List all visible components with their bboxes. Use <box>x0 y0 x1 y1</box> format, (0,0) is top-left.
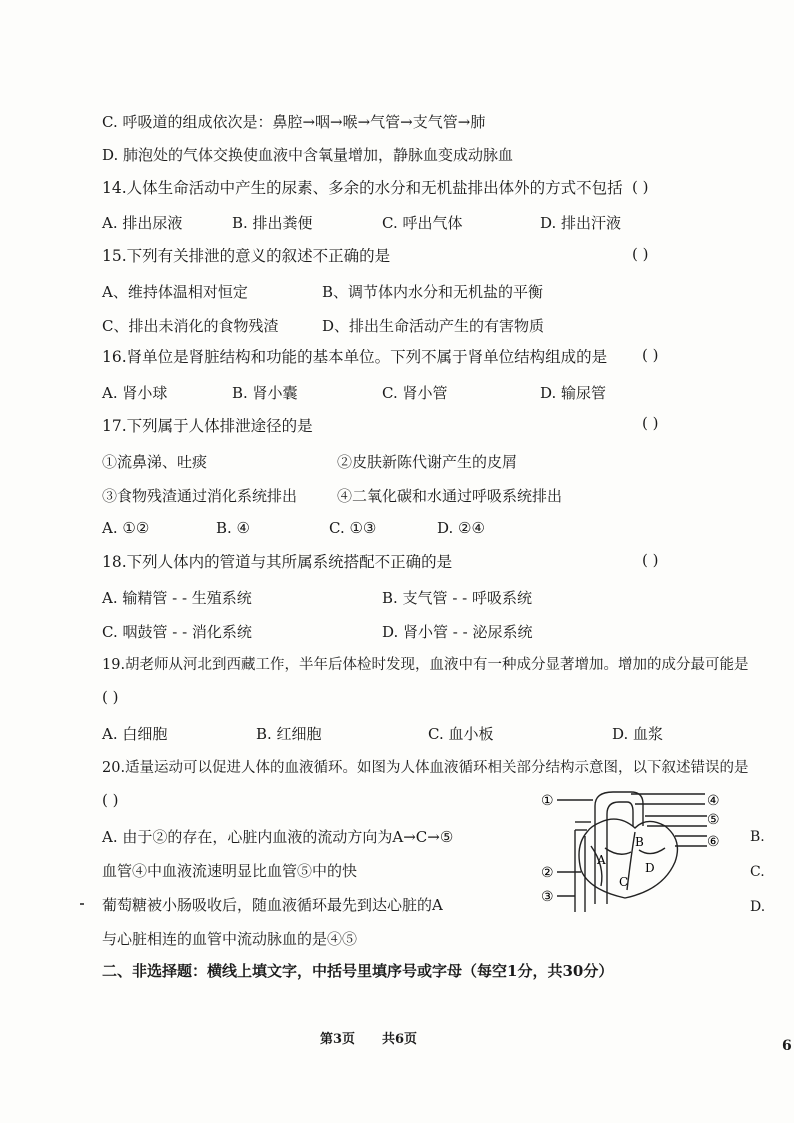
q20-option-c: 葡萄糖被小肠吸收后，随血液循环最先到达心脏的A <box>102 896 443 914</box>
q19-answer-paren: ( ) <box>102 688 119 706</box>
q20-option-a: A. 由于②的存在，心脏内血液的流动方向为A→C→⑤ <box>102 828 454 846</box>
q18-option-d: D. 肾小管 - - 泌尿系统 <box>382 623 533 641</box>
q18-option-b: B. 支气管 - - 呼吸系统 <box>382 589 533 607</box>
q18-stem: 18.下列人体内的管道与其所属系统搭配不正确的是 <box>102 553 453 571</box>
label-3: ③ <box>541 889 554 905</box>
q19-stem: 19.胡老师从河北到西藏工作，半年后体检时发现，血液中有一种成分显著增加。增加的成分最可能是 <box>102 657 749 673</box>
heart-outline <box>579 819 677 898</box>
q20-margin-b: B. <box>750 829 765 845</box>
q16-stem: 16.肾单位是肾脏结构和功能的基本单位。下列不属于肾单位结构组成的是 <box>102 348 608 366</box>
q18-answer-paren: ( ) <box>642 551 659 569</box>
q19-option-d: D. 血浆 <box>612 725 664 743</box>
q15-stem: 15.下列有关排泄的意义的叙述不正确的是 <box>102 247 391 265</box>
chamber-b: B <box>635 835 644 849</box>
section-2-heading: 二、非选择题：横线上填文字，中括号里填序号或字母（每空1分，共30分） <box>102 962 614 980</box>
q20-answer-paren: ( ) <box>102 791 119 809</box>
label-6: ⑥ <box>707 834 720 850</box>
q18-option-a: A. 输精管 - - 生殖系统 <box>102 589 252 607</box>
footer-page-number: 第3页 <box>320 1032 356 1047</box>
q16-option-d: D. 输尿管 <box>540 384 607 402</box>
q20-option-b: 血管④中血液流速明显比血管⑤中的快 <box>102 862 358 880</box>
q18-option-c: C. 咽鼓管 - - 消化系统 <box>102 623 252 641</box>
q17-option-c: C. ①③ <box>329 519 377 537</box>
q17-stem: 17.下列属于人体排泄途径的是 <box>102 417 313 435</box>
q14-option-d: D. 排出汗液 <box>540 214 622 232</box>
q15-option-b: B、调节体内水分和无机盐的平衡 <box>322 283 544 301</box>
label-2: ② <box>541 865 554 881</box>
chamber-c: C <box>619 875 629 889</box>
label-5: ⑤ <box>707 812 720 828</box>
q20-margin-d: D. <box>750 899 766 915</box>
q15-option-c: C、排出未消化的食物残渣 <box>102 317 279 335</box>
q15-option-d: D、排出生命活动产生的有害物质 <box>322 317 545 335</box>
q19-option-a: A. 白细胞 <box>102 725 168 743</box>
q16-answer-paren: ( ) <box>642 346 659 364</box>
q13-option-c: C. 呼吸道的组成依次是：鼻腔→咽→喉→气管→支气管→肺 <box>102 113 486 131</box>
q19-option-b: B. 红细胞 <box>256 725 322 743</box>
q17-statement-1: ①流鼻涕、吐痰 <box>102 453 208 471</box>
q14-option-c: C. 呼出气体 <box>382 214 463 232</box>
q13-option-d: D. 肺泡处的气体交换使血液中含氧量增加，静脉血变成动脉血 <box>102 146 514 164</box>
q16-option-b: B. 肾小囊 <box>232 384 298 402</box>
stray-mark <box>80 903 84 905</box>
q16-option-a: A. 肾小球 <box>102 384 168 402</box>
q17-answer-paren: ( ) <box>642 414 659 432</box>
q17-statement-2: ②皮肤新陈代谢产生的皮屑 <box>337 453 518 471</box>
q20-margin-c: C. <box>750 864 765 880</box>
chamber-a: A <box>597 853 606 867</box>
chamber-d: D <box>645 861 655 875</box>
q14-option-b: B. 排出粪便 <box>232 214 313 232</box>
q15-answer-paren: ( ) <box>632 245 649 263</box>
q17-statement-3: ③食物残渣通过消化系统排出 <box>102 487 298 505</box>
label-4: ④ <box>707 793 720 809</box>
q14-stem: 14.人体生命活动中产生的尿素、多余的水分和无机盐排出体外的方式不包括 <box>102 179 623 197</box>
q14-option-a: A. 排出尿液 <box>102 214 183 232</box>
q17-option-a: A. ①② <box>102 519 150 537</box>
q17-statement-4: ④二氧化碳和水通过呼吸系统排出 <box>337 487 563 505</box>
q19-option-c: C. 血小板 <box>428 725 494 743</box>
q20-option-d: 与心脏相连的血管中流动脉血的是④⑤ <box>102 930 358 948</box>
edge-mark: 6 <box>782 1038 792 1054</box>
footer-total-pages: 共6页 <box>382 1032 418 1047</box>
heart-circulation-diagram <box>535 786 735 916</box>
q17-option-b: B. ④ <box>216 519 251 537</box>
label-1: ① <box>541 793 554 809</box>
q14-answer-paren: ( ) <box>632 178 649 196</box>
q15-option-a: A、维持体温相对恒定 <box>102 283 248 301</box>
q20-stem: 20.适量运动可以促进人体的血液循环。如图为人体血液循环相关部分结构示意图，以下叙述错误的是 <box>102 760 749 776</box>
q16-option-c: C. 肾小管 <box>382 384 448 402</box>
q17-option-d: D. ②④ <box>437 519 485 537</box>
